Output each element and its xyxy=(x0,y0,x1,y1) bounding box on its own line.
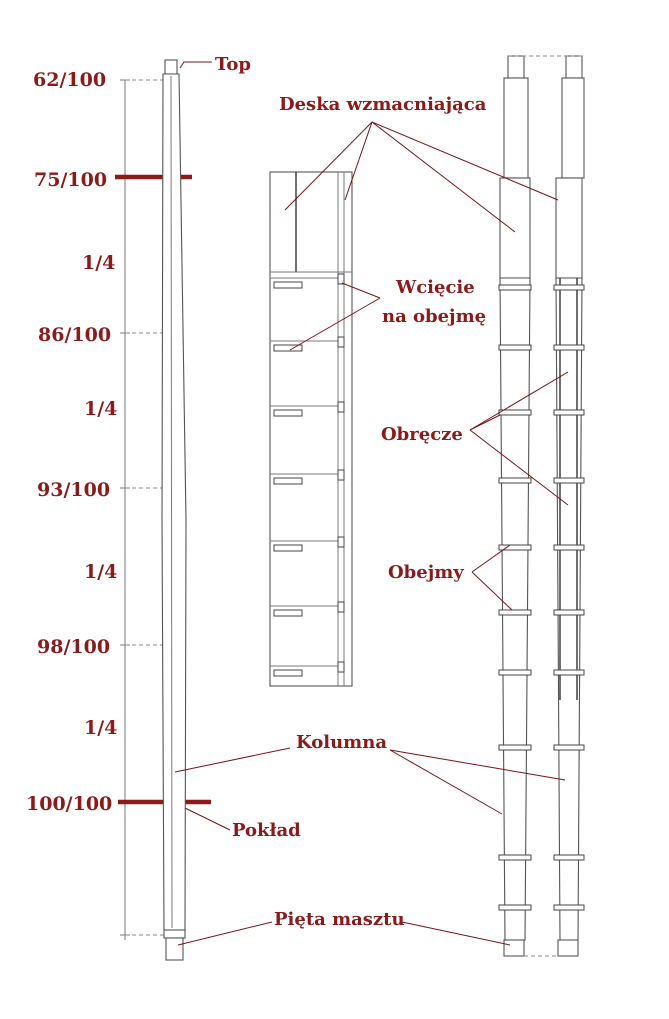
mast-assembled-right xyxy=(554,56,584,956)
hoop xyxy=(499,670,531,675)
hoop xyxy=(499,745,531,750)
callout-deska: Deska wzmacniająca xyxy=(279,94,487,115)
scale-label-quarter-4: 1/4 xyxy=(84,717,118,739)
mast-full xyxy=(162,60,186,960)
detail-notch-right xyxy=(338,662,344,672)
detail-notch xyxy=(274,610,302,616)
hoop xyxy=(554,855,584,860)
scale-label-quarter-2: 1/4 xyxy=(84,398,118,420)
callout-pieta: Pięta masztu xyxy=(274,909,405,930)
scale-label-86: 86/100 xyxy=(38,324,112,346)
callout-wciecie-line2: na obejmę xyxy=(382,306,487,327)
scale-label-quarter-3: 1/4 xyxy=(84,561,118,583)
scale-label-75: 75/100 xyxy=(34,169,108,191)
callout-kolumna: Kolumna xyxy=(296,732,387,753)
detail-notch-right xyxy=(338,470,344,480)
hoop xyxy=(499,410,531,415)
scale-axis xyxy=(120,80,164,940)
detail-notch-right xyxy=(338,337,344,347)
hoop xyxy=(554,410,584,415)
detail-notch xyxy=(274,545,302,551)
hoop xyxy=(499,855,531,860)
hoop xyxy=(554,610,584,615)
scale-label-93: 93/100 xyxy=(37,479,111,501)
hoop xyxy=(554,670,584,675)
detail-notch xyxy=(274,670,302,676)
detail-notch-right xyxy=(338,537,344,547)
callout-obrecze: Obręcze xyxy=(381,424,463,445)
hoop xyxy=(499,610,531,615)
hoop xyxy=(499,345,531,350)
scale-label-100: 100/100 xyxy=(26,793,113,815)
hoop xyxy=(554,745,584,750)
callout-wciecie-line1: Wcięcie xyxy=(396,277,475,298)
detail-notch xyxy=(274,478,302,484)
detail-notch xyxy=(274,410,302,416)
scale-label-62: 62/100 xyxy=(33,69,107,91)
callout-poklad: Pokład xyxy=(232,820,301,841)
detail-notch-right xyxy=(338,602,344,612)
detail-notch xyxy=(274,282,302,288)
hoop xyxy=(554,345,584,350)
hoop xyxy=(554,545,584,550)
callout-top: Top xyxy=(215,54,251,75)
hoop xyxy=(499,285,531,290)
detail-notch-right xyxy=(338,274,344,284)
mast-detail xyxy=(270,172,352,686)
hoop xyxy=(554,285,584,290)
scale-label-98: 98/100 xyxy=(37,636,111,658)
hoop xyxy=(499,905,531,910)
hoop xyxy=(499,478,531,483)
scale-label-quarter-1: 1/4 xyxy=(82,252,116,274)
callout-obejmy: Obejmy xyxy=(388,562,464,583)
detail-notch-right xyxy=(338,402,344,412)
hoop xyxy=(554,478,584,483)
hoop xyxy=(554,905,584,910)
mast-assembled-left xyxy=(499,56,531,956)
